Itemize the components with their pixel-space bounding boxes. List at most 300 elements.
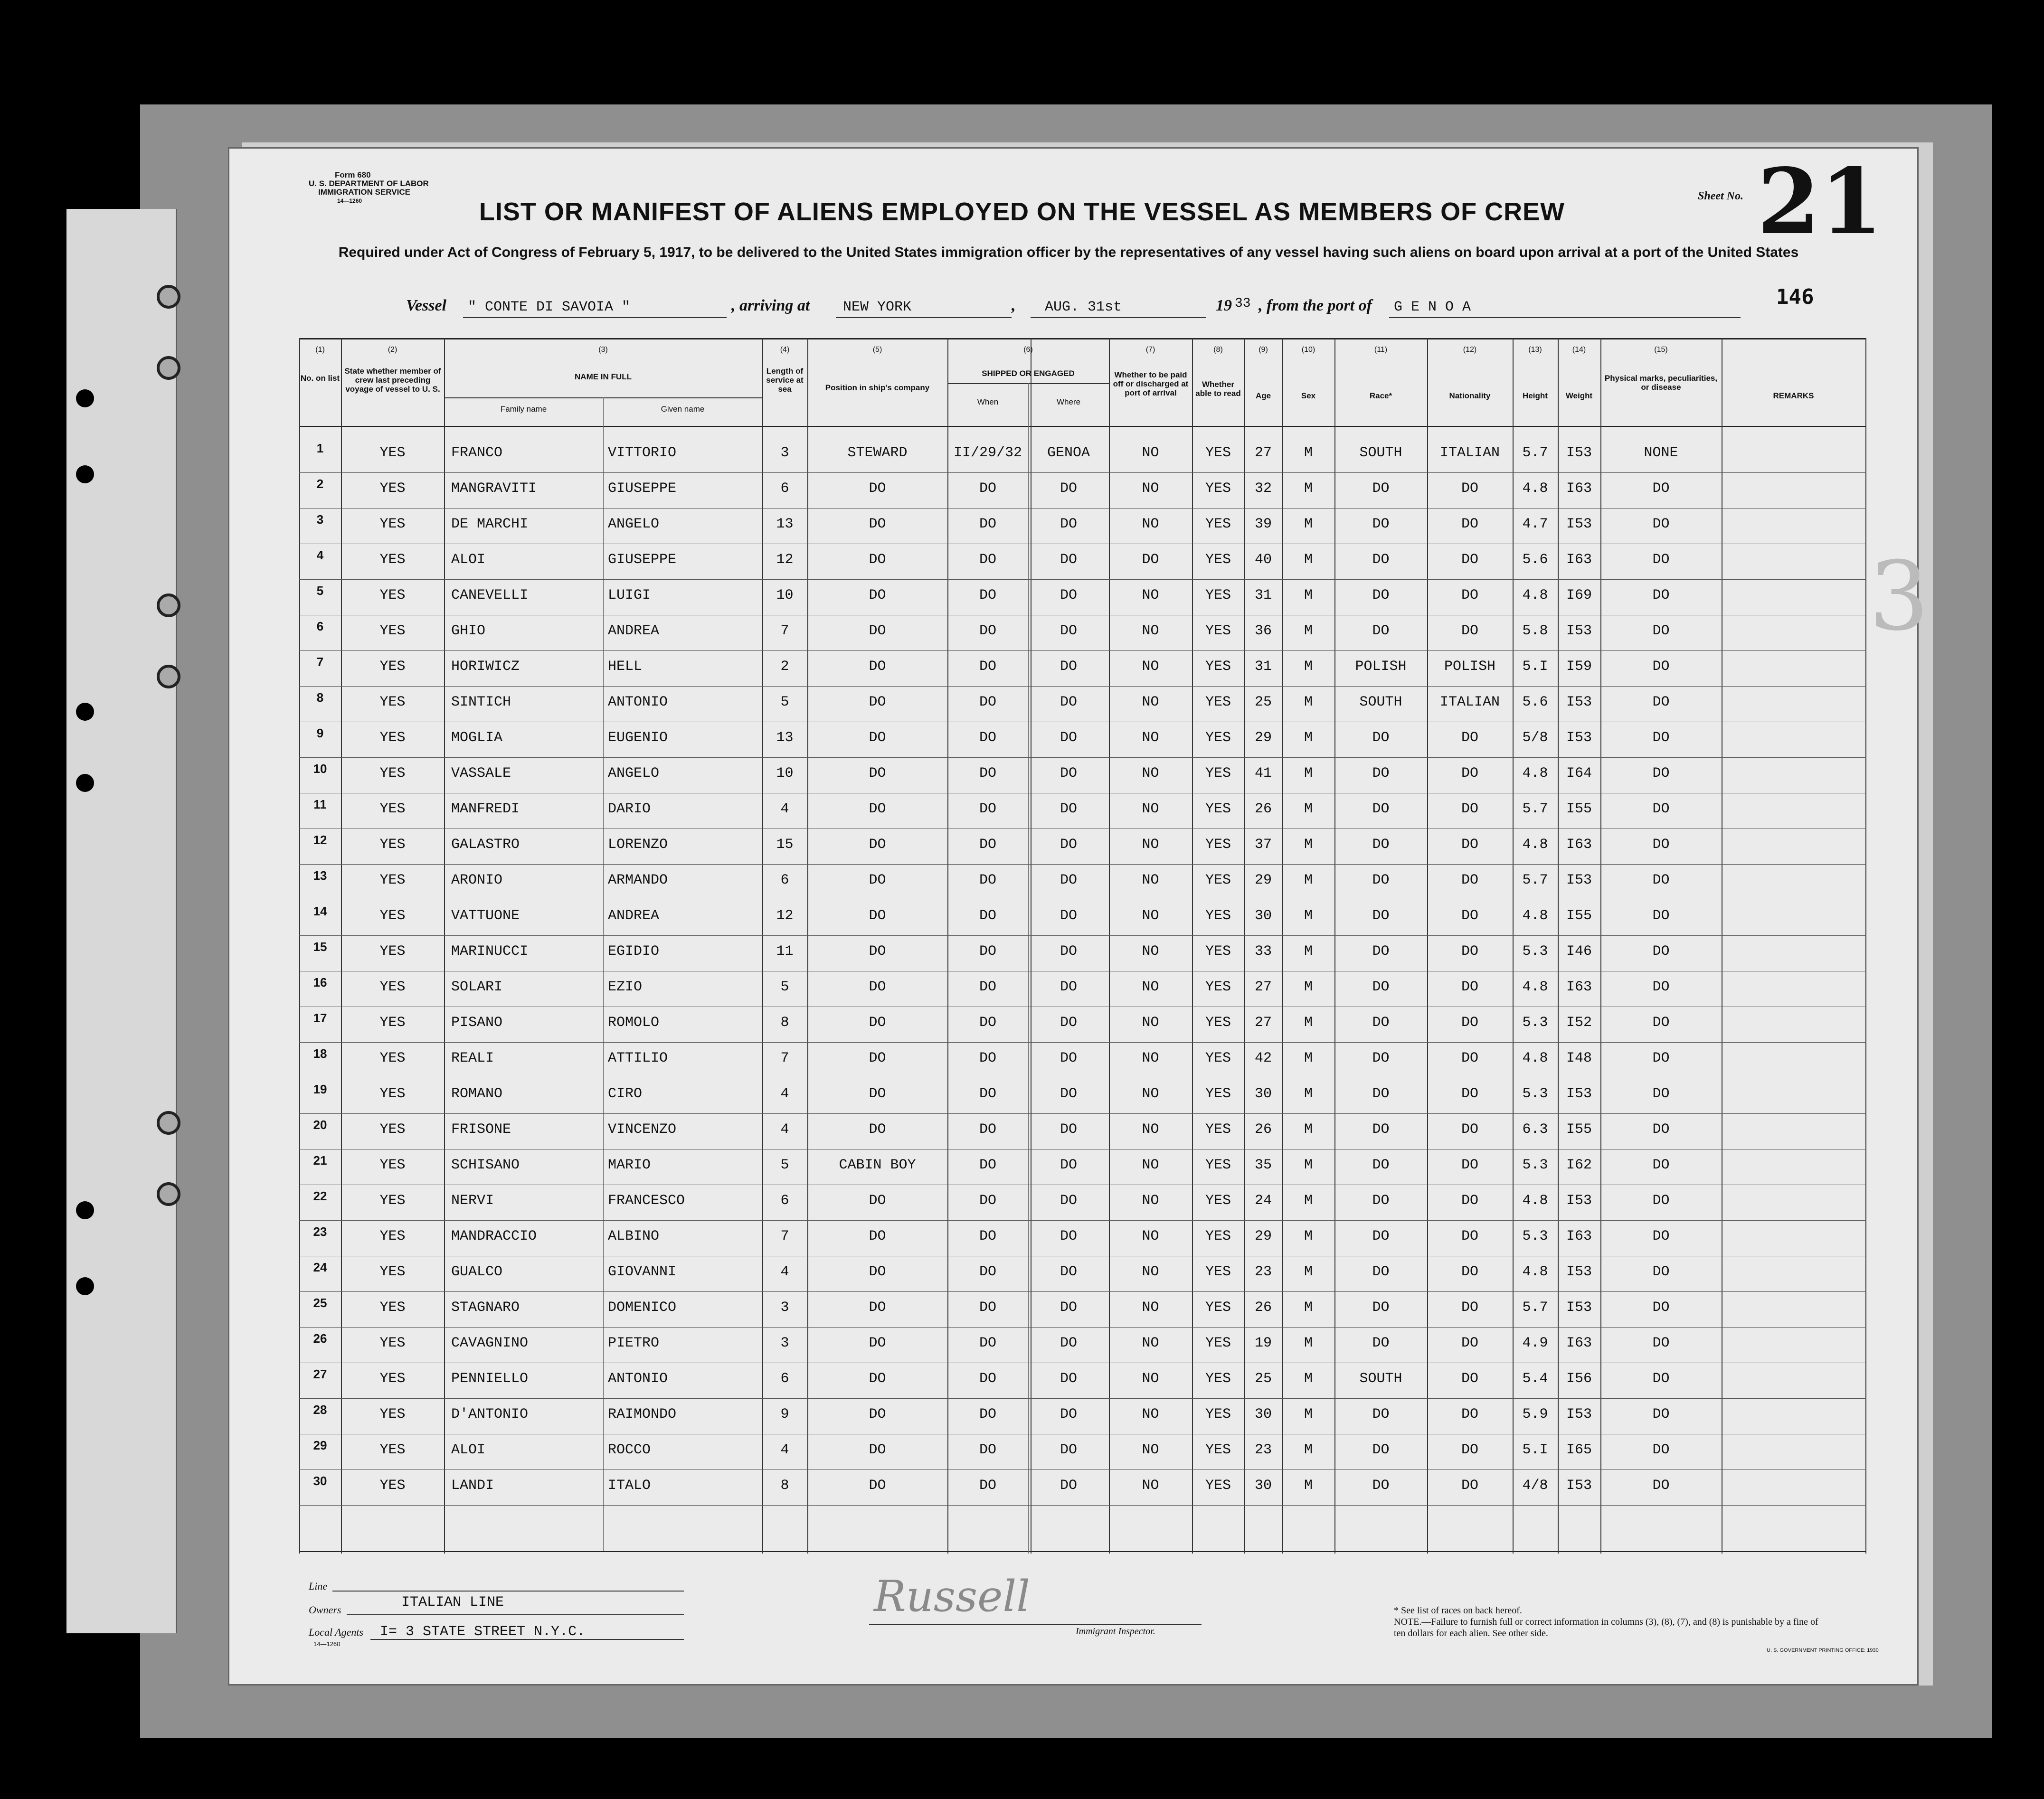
height: 5.9 [1522, 1406, 1548, 1422]
given-name: CIRO [608, 1086, 643, 1102]
position: DO [869, 1442, 886, 1458]
page-subtitle: Required under Act of Congress of February 5, 1917, to be delivered to the United States immigration officer by the representatives of any vessel having such aliens on board upon arrival at a port of the United States [338, 245, 1799, 260]
able-to-read: YES [1205, 587, 1231, 603]
shipped-where: DO [1060, 837, 1077, 853]
race: DO [1372, 979, 1390, 995]
shipped-when: DO [979, 1264, 996, 1280]
row-number: 30 [313, 1474, 327, 1488]
position: DO [869, 1228, 886, 1244]
crew-status: YES [379, 1335, 406, 1351]
given-name: VINCENZO [608, 1121, 677, 1138]
nationality: DO [1461, 908, 1478, 924]
race: DO [1372, 623, 1390, 639]
punch-hole [76, 774, 94, 792]
shipped-where: DO [1060, 979, 1077, 995]
physical-marks: DO [1652, 1442, 1670, 1458]
family-name: VASSALE [451, 765, 511, 782]
given-name: PIETRO [608, 1335, 660, 1351]
race: DO [1372, 1300, 1390, 1316]
shipped-where: DO [1060, 623, 1077, 639]
age: 27 [1254, 445, 1272, 461]
weight: I52 [1566, 1015, 1592, 1031]
position: DO [869, 1086, 886, 1102]
height: 4.7 [1522, 516, 1548, 532]
height: 4.8 [1522, 1264, 1548, 1280]
height: 4.8 [1522, 480, 1548, 497]
age: 30 [1254, 1478, 1272, 1494]
crew-status: YES [379, 801, 406, 817]
nationality: DO [1461, 765, 1478, 782]
row-number: 4 [316, 548, 324, 562]
weight: I53 [1566, 445, 1592, 461]
paid-off: NO [1142, 1193, 1159, 1209]
nationality: DO [1461, 801, 1478, 817]
shipped-where: DO [1060, 1371, 1077, 1387]
family-name: MOGLIA [451, 730, 503, 746]
height: 5.3 [1522, 1157, 1548, 1173]
crew-status: YES [379, 623, 406, 639]
sex: M [1304, 801, 1313, 817]
height: 4.8 [1522, 1193, 1548, 1209]
sex: M [1304, 1406, 1313, 1422]
race: DO [1372, 1264, 1390, 1280]
race: DO [1372, 872, 1390, 888]
service-length: 4 [780, 1264, 789, 1280]
position: DO [869, 1121, 886, 1138]
family-name: MANDRACCIO [451, 1228, 537, 1244]
shipped-where: DO [1060, 552, 1077, 568]
service-length: 5 [780, 1157, 789, 1173]
binder-ring [157, 665, 180, 688]
vessel-label: Vessel [406, 297, 446, 314]
service-length: 15 [776, 837, 794, 853]
col-number: (7) [1145, 346, 1155, 354]
sex: M [1304, 445, 1313, 461]
service-length: 13 [776, 730, 794, 746]
family-name: SCHISANO [451, 1157, 520, 1173]
age: 24 [1254, 1193, 1272, 1209]
family-name: FRANCO [451, 445, 503, 461]
sex: M [1304, 1442, 1313, 1458]
service-length: 5 [780, 979, 789, 995]
nationality: POLISH [1444, 659, 1496, 675]
crew-status: YES [379, 694, 406, 710]
sex: M [1304, 1228, 1313, 1244]
weight: I53 [1566, 694, 1592, 710]
race: DO [1372, 943, 1390, 960]
weight: I53 [1566, 1478, 1592, 1494]
race: DO [1372, 837, 1390, 853]
height: 4.8 [1522, 587, 1548, 603]
age: 27 [1254, 1015, 1272, 1031]
crew-status: YES [379, 587, 406, 603]
given-name: ROMOLO [608, 1015, 660, 1031]
physical-marks: DO [1652, 1300, 1670, 1316]
age: 25 [1254, 1371, 1272, 1387]
physical-marks: DO [1652, 623, 1670, 639]
row-rule [299, 935, 1866, 936]
physical-marks: DO [1652, 552, 1670, 568]
service-length: 7 [780, 1050, 789, 1066]
position: DO [869, 1193, 886, 1209]
position: DO [869, 623, 886, 639]
service-length: 3 [780, 1335, 789, 1351]
given-name: ANGELO [608, 516, 660, 532]
crew-status: YES [379, 1050, 406, 1066]
paid-off: NO [1142, 445, 1159, 461]
col-number: (11) [1374, 346, 1388, 354]
position: DO [869, 1015, 886, 1031]
crew-status: YES [379, 765, 406, 782]
sex: M [1304, 1157, 1313, 1173]
height: 5.I [1522, 659, 1548, 675]
able-to-read: YES [1205, 1371, 1231, 1387]
age: 29 [1254, 730, 1272, 746]
header-physical-marks: Physical marks, peculiarities, or disease [1604, 374, 1718, 392]
form-number: Form 680 [335, 170, 371, 179]
paid-off: NO [1142, 587, 1159, 603]
able-to-read: YES [1205, 1157, 1231, 1173]
shipped-when: DO [979, 1086, 996, 1102]
shipped-where: DO [1060, 1335, 1077, 1351]
weight: I53 [1566, 1193, 1592, 1209]
position: DO [869, 480, 886, 497]
col-number: (4) [780, 346, 790, 354]
col-number: (15) [1654, 346, 1668, 354]
nationality: DO [1461, 623, 1478, 639]
shipped-when: DO [979, 587, 996, 603]
physical-marks: DO [1652, 1193, 1670, 1209]
given-name: GIOVANNI [608, 1264, 677, 1280]
owners-value: ITALIAN LINE [401, 1594, 504, 1611]
age: 25 [1254, 694, 1272, 710]
weight: I53 [1566, 730, 1592, 746]
binder-ring [157, 356, 180, 380]
paid-off: NO [1142, 801, 1159, 817]
row-number: 25 [313, 1296, 327, 1310]
paid-off: NO [1142, 1121, 1159, 1138]
row-number: 8 [316, 690, 324, 705]
family-name: NERVI [451, 1193, 494, 1209]
penalty-note: NOTE.—Failure to furnish full or correct information in columns (3), (8), (7), and (8) is punishable by a fine of ten dollars for each alien. See other side. [1394, 1617, 1818, 1639]
race: DO [1372, 1335, 1390, 1351]
able-to-read: YES [1205, 516, 1231, 532]
able-to-read: YES [1205, 1264, 1231, 1280]
able-to-read: YES [1205, 1121, 1231, 1138]
height: 5.6 [1522, 552, 1548, 568]
given-name: VITTORIO [608, 445, 677, 461]
age: 39 [1254, 516, 1272, 532]
crew-status: YES [379, 1228, 406, 1244]
shipped-when: DO [979, 1478, 996, 1494]
shipped-where: DO [1060, 587, 1077, 603]
given-name: MARIO [608, 1157, 651, 1173]
weight: I53 [1566, 1300, 1592, 1316]
given-name: EZIO [608, 979, 643, 995]
header-sex: Sex [1301, 391, 1316, 400]
age: 32 [1254, 480, 1272, 497]
given-name: DARIO [608, 801, 651, 817]
height: 5.3 [1522, 1228, 1548, 1244]
shipped-when: DO [979, 1193, 996, 1209]
able-to-read: YES [1205, 908, 1231, 924]
family-name: GHIO [451, 623, 486, 639]
nationality: DO [1461, 480, 1478, 497]
year-suffix: 33 [1235, 296, 1251, 311]
able-to-read: YES [1205, 1300, 1231, 1316]
age: 35 [1254, 1157, 1272, 1173]
age: 42 [1254, 1050, 1272, 1066]
sex: M [1304, 837, 1313, 853]
position: DO [869, 908, 886, 924]
position: DO [869, 694, 886, 710]
height: 4.8 [1522, 765, 1548, 782]
position: DO [869, 1406, 886, 1422]
physical-marks: DO [1652, 943, 1670, 960]
shipped-when: DO [979, 694, 996, 710]
service-length: 10 [776, 765, 794, 782]
weight: I46 [1566, 943, 1592, 960]
race: DO [1372, 587, 1390, 603]
weight: I63 [1566, 1335, 1592, 1351]
shipped-when: DO [979, 1050, 996, 1066]
shipped-when: DO [979, 801, 996, 817]
age: 30 [1254, 1406, 1272, 1422]
position: DO [869, 1050, 886, 1066]
physical-marks: DO [1652, 979, 1670, 995]
shipped-where: DO [1060, 1050, 1077, 1066]
service-length: 3 [780, 445, 789, 461]
shipped-where: DO [1060, 765, 1077, 782]
position: DO [869, 837, 886, 853]
header-state-whether: State whether member of crew last preceding voyage of vessel to U. S. [344, 367, 441, 394]
weight: I55 [1566, 1121, 1592, 1138]
able-to-read: YES [1205, 1442, 1231, 1458]
paid-off: DO [1142, 552, 1159, 568]
row-rule [299, 864, 1866, 865]
row-number: 15 [313, 940, 327, 954]
position: DO [869, 516, 886, 532]
row-number: 23 [313, 1224, 327, 1239]
weight: I55 [1566, 801, 1592, 817]
manifest-table [299, 338, 1866, 1554]
row-number: 12 [313, 833, 327, 847]
row-rule [299, 1505, 1866, 1506]
service-length: 6 [780, 1193, 789, 1209]
sex: M [1304, 765, 1313, 782]
crew-status: YES [379, 1121, 406, 1138]
row-number: 3 [316, 512, 324, 527]
position: DO [869, 587, 886, 603]
nationality: DO [1461, 1264, 1478, 1280]
family-name: MARINUCCI [451, 943, 529, 960]
family-name: DE MARCHI [451, 516, 529, 532]
physical-marks: DO [1652, 1371, 1670, 1387]
given-name: ROCCO [608, 1442, 651, 1458]
family-name: ARONIO [451, 872, 503, 888]
position: DO [869, 979, 886, 995]
age: 26 [1254, 1121, 1272, 1138]
shipped-where: DO [1060, 908, 1077, 924]
row-number: 10 [313, 762, 327, 776]
punch-hole [76, 1201, 94, 1219]
paid-off: NO [1142, 1335, 1159, 1351]
race: DO [1372, 1121, 1390, 1138]
shipped-where: DO [1060, 516, 1077, 532]
paid-off: NO [1142, 908, 1159, 924]
shipped-where: DO [1060, 1121, 1077, 1138]
nationality: DO [1461, 1335, 1478, 1351]
row-number: 5 [316, 584, 324, 598]
paid-off: NO [1142, 1015, 1159, 1031]
crew-status: YES [379, 1371, 406, 1387]
from-label: , from the port of [1259, 297, 1372, 314]
height: 5.7 [1522, 801, 1548, 817]
shipped-when: DO [979, 1015, 996, 1031]
header-shipped-engaged: SHIPPED OR ENGAGED [982, 369, 1075, 378]
col-number: (14) [1572, 346, 1586, 354]
header-able-read: Whether able to read [1195, 380, 1241, 398]
height: 5.3 [1522, 1086, 1548, 1102]
header-name-in-full: NAME IN FULL [575, 372, 632, 381]
row-rule [299, 1042, 1866, 1043]
crew-status: YES [379, 1300, 406, 1316]
able-to-read: YES [1205, 837, 1231, 853]
given-name: ANDREA [608, 908, 660, 924]
weight: I56 [1566, 1371, 1592, 1387]
punch-hole [76, 1277, 94, 1295]
service-length: 6 [780, 480, 789, 497]
race: DO [1372, 1157, 1390, 1173]
race: DO [1372, 480, 1390, 497]
physical-marks: DO [1652, 587, 1670, 603]
paid-off: NO [1142, 516, 1159, 532]
paid-off: NO [1142, 623, 1159, 639]
col-number: (8) [1213, 346, 1223, 354]
sheet-label: Sheet No. [1698, 190, 1743, 202]
line-label: Line [309, 1580, 328, 1592]
paid-off: NO [1142, 1406, 1159, 1422]
physical-marks: DO [1652, 1050, 1670, 1066]
family-name: REALI [451, 1050, 494, 1066]
weight: I62 [1566, 1157, 1592, 1173]
height: 5.3 [1522, 943, 1548, 960]
punch-hole [76, 703, 94, 721]
paid-off: NO [1142, 1050, 1159, 1066]
position: STEWARD [847, 445, 908, 461]
row-number: 24 [313, 1260, 327, 1274]
row-number: 21 [313, 1153, 327, 1168]
departure-port: G E N O A [1394, 299, 1471, 315]
crew-status: YES [379, 516, 406, 532]
nationality: DO [1461, 1228, 1478, 1244]
col-number: (13) [1528, 346, 1542, 354]
nationality: DO [1461, 1015, 1478, 1031]
family-name: LANDI [451, 1478, 494, 1494]
given-name: HELL [608, 659, 643, 675]
family-name: FRISONE [451, 1121, 511, 1138]
race: DO [1372, 1086, 1390, 1102]
col-number: (3) [598, 346, 608, 354]
able-to-read: YES [1205, 1015, 1231, 1031]
able-to-read: YES [1205, 979, 1231, 995]
nationality: DO [1461, 872, 1478, 888]
nationality: DO [1461, 1121, 1478, 1138]
given-name: ANTONIO [608, 1371, 668, 1387]
age: 29 [1254, 872, 1272, 888]
able-to-read: YES [1205, 659, 1231, 675]
service-length: 4 [780, 1121, 789, 1138]
shipped-where: DO [1060, 1086, 1077, 1102]
position: DO [869, 801, 886, 817]
crew-status: YES [379, 1157, 406, 1173]
shipped-when: DO [979, 1300, 996, 1316]
position: DO [869, 1264, 886, 1280]
nationality: DO [1461, 1193, 1478, 1209]
row-rule [299, 508, 1866, 509]
family-name: MANFREDI [451, 801, 520, 817]
physical-marks: DO [1652, 1015, 1670, 1031]
crew-status: YES [379, 872, 406, 888]
margin-mark: 3 [1869, 541, 1930, 652]
row-number: 13 [313, 868, 327, 883]
shipped-when: DO [979, 1121, 996, 1138]
paid-off: NO [1142, 943, 1159, 960]
sex: M [1304, 587, 1313, 603]
paid-off: NO [1142, 765, 1159, 782]
given-name: EGIDIO [608, 943, 660, 960]
service-length: 3 [780, 1300, 789, 1316]
weight: I63 [1566, 1228, 1592, 1244]
given-name: ANDREA [608, 623, 660, 639]
row-rule [299, 1469, 1866, 1470]
age: 23 [1254, 1442, 1272, 1458]
col-number: (12) [1463, 346, 1477, 354]
col-number: (10) [1301, 346, 1315, 354]
race: DO [1372, 730, 1390, 746]
family-name: D'ANTONIO [451, 1406, 529, 1422]
given-name: GIUSEPPE [608, 480, 677, 497]
weight: I53 [1566, 516, 1592, 532]
weight: I53 [1566, 623, 1592, 639]
binder-ring [157, 593, 180, 617]
crew-status: YES [379, 943, 406, 960]
sex: M [1304, 623, 1313, 639]
header-when: When [977, 397, 999, 406]
row-number: 6 [316, 619, 324, 633]
age: 36 [1254, 623, 1272, 639]
age: 31 [1254, 659, 1272, 675]
nationality: DO [1461, 1086, 1478, 1102]
arriving-label: , arriving at [731, 297, 810, 314]
able-to-read: YES [1205, 480, 1231, 497]
header-weight: Weight [1565, 391, 1593, 400]
row-rule [299, 1220, 1866, 1221]
shipped-where: DO [1060, 872, 1077, 888]
shipped-when: DO [979, 765, 996, 782]
crew-status: YES [379, 837, 406, 853]
age: 40 [1254, 552, 1272, 568]
row-rule [299, 1327, 1866, 1328]
family-name: GUALCO [451, 1264, 503, 1280]
page-title: LIST OR MANIFEST OF ALIENS EMPLOYED ON THE VESSEL AS MEMBERS OF CREW [479, 198, 1565, 226]
row-number: 28 [313, 1403, 327, 1417]
row-rule [299, 686, 1866, 687]
weight: I63 [1566, 552, 1592, 568]
physical-marks: DO [1652, 516, 1670, 532]
header-race: Race* [1369, 391, 1392, 400]
row-rule [299, 472, 1866, 473]
